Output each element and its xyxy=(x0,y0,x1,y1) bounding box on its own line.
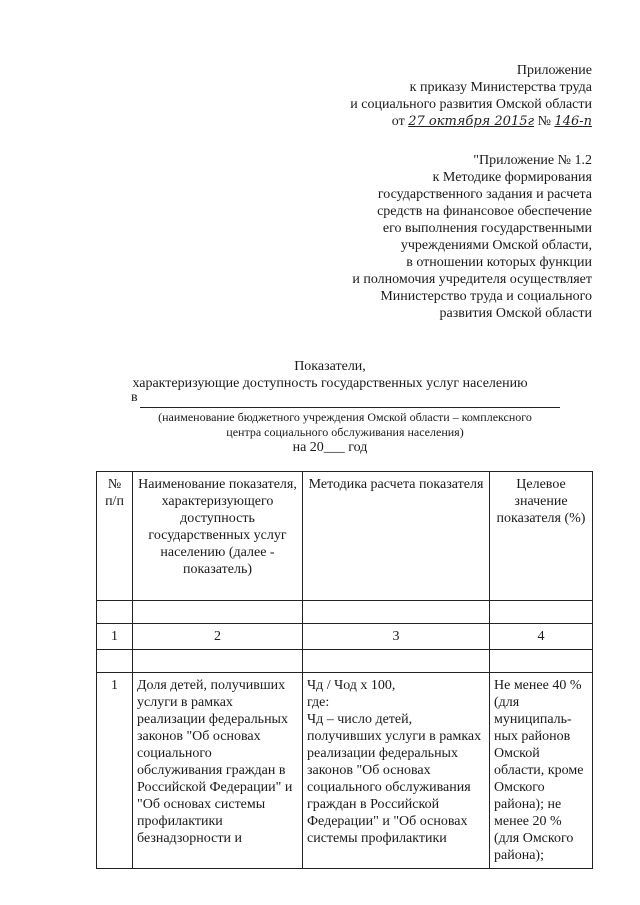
header-date-line xyxy=(350,113,592,130)
title-line-1: Показатели, xyxy=(294,359,366,374)
row-number: 1 xyxy=(97,673,133,869)
appendix-line: развития Омской области xyxy=(439,306,592,321)
appendix-line: и полномочия учредителя осуществляет xyxy=(352,272,592,287)
order-header xyxy=(350,62,592,130)
year-line: на 20___ год xyxy=(292,440,368,455)
document-title xyxy=(100,358,560,392)
method-where: где: xyxy=(307,695,330,710)
appendix-line: Министерство труда и социального xyxy=(380,289,592,304)
row-target-value: Не менее 40 % (для муниципаль-ных районов Омской области, кроме Омского района); не менее 20 % (для Омского района); xyxy=(490,673,593,869)
appendix-line: его выполнения государственными xyxy=(382,221,592,236)
method-formula: Чд / Чод х 100, xyxy=(307,678,396,693)
appendix-line: к Методике формирования xyxy=(432,170,592,185)
header-line-2: к приказу Министерства труда xyxy=(409,80,592,95)
column-number-row xyxy=(97,624,593,650)
row-indicator-name: Доля детей, получивших услуги в рамках реализации федеральных законов "Об основах социального обслуживания граждан в Российской Федерации" и "Об основах системы профилактики безнадзорности и xyxy=(133,673,303,869)
table-header-row xyxy=(97,472,593,601)
header-line-1: Приложение xyxy=(516,63,592,78)
appendix-line: учреждениями Омской области, xyxy=(400,238,592,253)
header-line-3: и социального развития Омской области xyxy=(350,97,592,112)
column-number: 4 xyxy=(490,624,593,650)
header-cell-method: Методика расчета показателя xyxy=(303,472,490,601)
number-label: № xyxy=(537,114,551,129)
method-definition: Чд – число детей, получивших услуги в рамках реализации федеральных законов "Об основах социального обслуживания граждан в Российской Федерации" и "Об основах системы профилактики xyxy=(307,712,482,846)
appendix-line: государственного задания и расчета xyxy=(377,187,592,202)
header-cell-number: № п/п xyxy=(97,472,133,601)
org-caption-line-1: (наименование бюджетного учреждения Омской области – комплексного xyxy=(158,410,532,424)
appendix-block xyxy=(352,152,592,322)
row-method xyxy=(303,673,490,869)
handwritten-date: 27 октября 2015г xyxy=(408,114,535,129)
org-name-blank-line xyxy=(140,392,560,408)
org-caption-line-2: центра социального обслуживания населения) xyxy=(226,425,464,439)
title-line-2: характеризующие доступность государственных услуг населению xyxy=(132,376,528,391)
handwritten-number: 146-п xyxy=(554,114,592,129)
column-number: 1 xyxy=(97,624,133,650)
table-gap-row xyxy=(97,601,593,624)
column-number: 2 xyxy=(133,624,303,650)
from-label: от xyxy=(391,114,405,129)
header-cell-target: Целевое значение показателя (%) xyxy=(490,472,593,601)
column-number: 3 xyxy=(303,624,490,650)
indicators-table xyxy=(96,471,593,869)
appendix-line: "Приложение № 1.2 xyxy=(473,153,592,168)
org-caption xyxy=(120,410,570,440)
table-gap-row xyxy=(97,650,593,673)
table-row xyxy=(97,673,593,869)
appendix-line: средств на финансовое обеспечение xyxy=(377,204,592,219)
appendix-line: в отношении которых функции xyxy=(406,255,592,270)
org-prefix: в xyxy=(131,390,138,405)
header-cell-name: Наименование показателя, характеризующего доступность государственных услуг населению (далее - показатель) xyxy=(133,472,303,601)
